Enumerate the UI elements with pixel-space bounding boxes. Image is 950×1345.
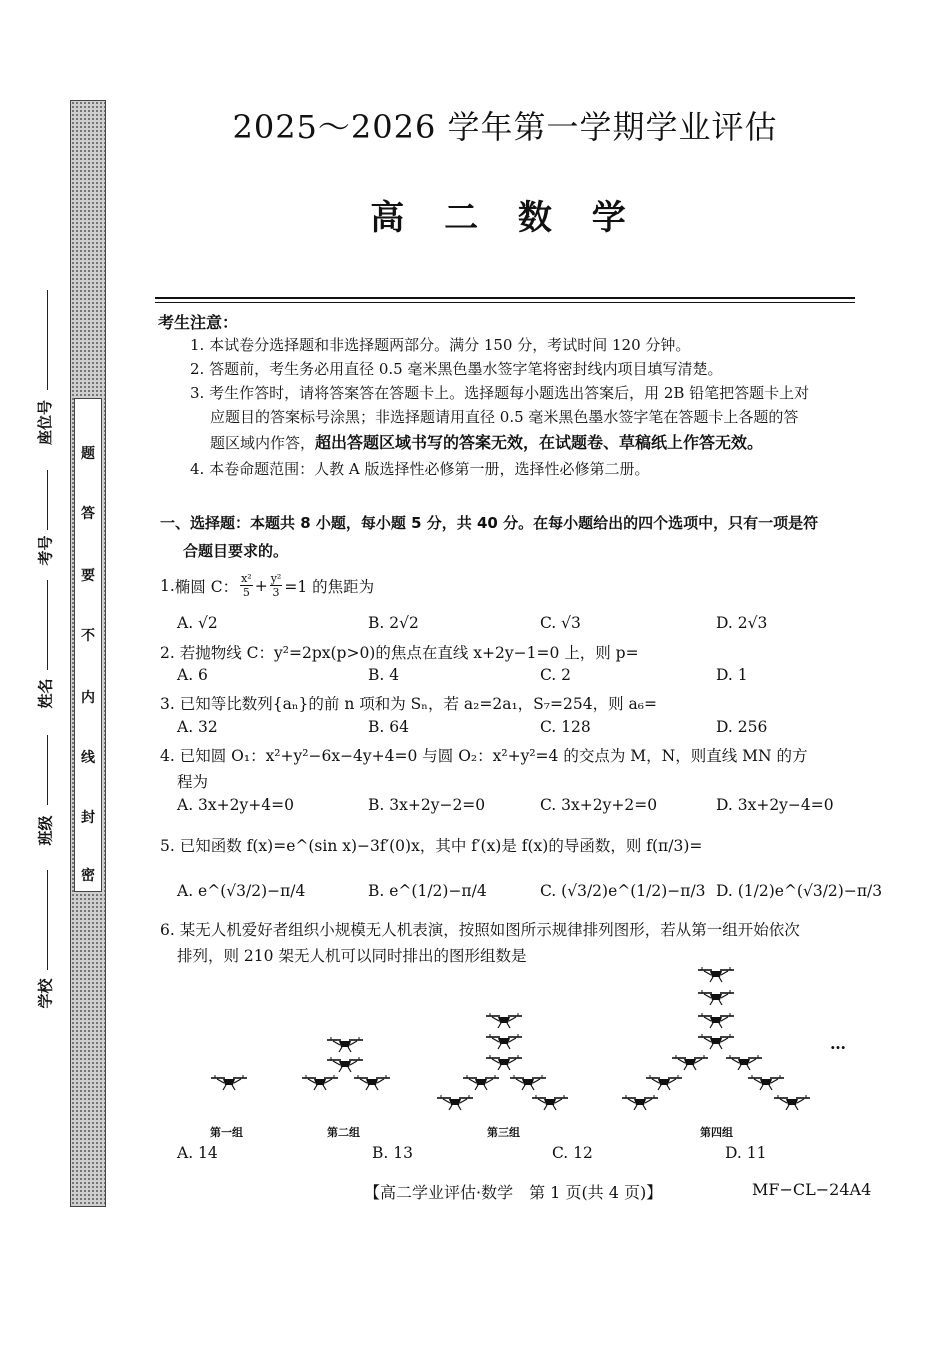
seal-char: 封 — [81, 810, 95, 826]
drone-icon — [354, 1075, 390, 1090]
option-d[interactable]: D. (1/2)e^(√3/2)−π/3 — [716, 882, 883, 900]
drone-icon — [486, 1034, 522, 1049]
option-c[interactable]: C. √3 — [540, 614, 581, 632]
notice-item: 题区域内作答， — [210, 434, 316, 452]
notice-item: 4. 本卷命题范围：人教 A 版选择性必修第一册，选择性必修第二册。 — [190, 460, 650, 478]
option-b[interactable]: B. 64 — [368, 718, 409, 736]
notice-item: 3. 考生作答时，请将答案答在答题卡上。选择题每小题选出答案后，用 2B 铅笔把答题卡上对 — [190, 384, 810, 402]
option-a[interactable]: A. 6 — [177, 666, 208, 684]
drone-icon — [622, 1095, 658, 1110]
seal-char: 线 — [81, 750, 95, 766]
page-footer: 【高二学业评估·数学 第 1 页(共 4 页)】 — [364, 1183, 663, 1202]
option-a[interactable]: A. 14 — [177, 1144, 218, 1162]
drone-icon — [302, 1075, 338, 1090]
exam-title: 2025～2026 学年第一学期学业评估 — [232, 108, 778, 146]
drone-icon — [510, 1075, 546, 1090]
option-a[interactable]: A. e^(√3/2)−π/4 — [177, 882, 306, 900]
notice-heading: 考生注意： — [158, 313, 239, 332]
notice-emphasis: 超出答题区域书写的答案无效，在试题卷、草稿纸上作答无效。 — [315, 433, 764, 452]
notice-item: 2. 答题前，考生务必用直径 0.5 毫米黑色墨水签字笔将密封线内项目填写清楚。 — [190, 360, 723, 378]
seal-char: 题 — [81, 446, 95, 462]
question-stem: =1 的焦距为 — [284, 577, 375, 596]
fraction-numerator: x² — [241, 572, 252, 585]
name-label: 姓名 — [36, 678, 55, 709]
fraction-numerator: y² — [270, 572, 282, 585]
notice-item: 应题目的答案标号涂黑；非选择题请用直径 0.5 毫米黑色墨水签字笔在答题卡上各题的答 — [210, 408, 799, 426]
drone-icon — [698, 967, 734, 982]
fraction-denominator: 3 — [272, 586, 280, 599]
option-c[interactable]: C. 3x+2y+2=0 — [540, 796, 658, 814]
group-label: 第四组 — [700, 1126, 733, 1139]
question-4-cont: 程为 — [177, 773, 209, 791]
option-b[interactable]: B. e^(1/2)−π/4 — [368, 882, 487, 900]
drone-icon — [726, 1055, 762, 1070]
drone-icon — [698, 1034, 734, 1049]
drone-icon — [698, 1013, 734, 1028]
drone-icon — [327, 1057, 363, 1072]
group-label: 第二组 — [327, 1126, 360, 1139]
option-b[interactable]: B. 3x+2y−2=0 — [368, 796, 486, 814]
seal-char: 答 — [81, 506, 95, 522]
paper-code: MF−CL−24A4 — [752, 1180, 872, 1199]
question-4: 4. 已知圆 O₁：x²+y²−6x−4y+4=0 与圆 O₂：x²+y²=4 的交点为 M，N，则直线 MN 的方 — [160, 747, 808, 765]
school-label: 学校 — [36, 978, 55, 1009]
drone-icon — [748, 1075, 784, 1090]
drone-icon — [532, 1095, 568, 1110]
question-number: 1. — [160, 576, 175, 595]
option-c[interactable]: C. 12 — [552, 1144, 593, 1162]
exam-number-label: 考号 — [36, 535, 55, 566]
drone-icon — [774, 1095, 810, 1110]
drone-icon — [486, 1055, 522, 1070]
group-label: 第三组 — [487, 1126, 520, 1139]
option-d[interactable]: D. 11 — [725, 1144, 767, 1162]
question-stem: 椭圆 C： — [174, 577, 239, 596]
section-heading: 一、选择题：本题共 8 小题，每小题 5 分，共 40 分。在每小题给出的四个选项中，只有一项是符 — [160, 514, 819, 532]
option-c[interactable]: C. 2 — [540, 666, 572, 684]
question-6: 6. 某无人机爱好者组织小规模无人机表演，按照如图所示规律排列图形，若从第一组开始依次 — [160, 921, 800, 939]
class-label: 班级 — [36, 815, 55, 846]
seal-char: 不 — [81, 628, 95, 644]
drone-icon — [672, 1055, 708, 1070]
drone-icon — [646, 1075, 682, 1090]
option-b[interactable]: B. 13 — [372, 1144, 413, 1162]
option-a[interactable]: A. 3x+2y+4=0 — [177, 796, 294, 814]
seal-char: 内 — [81, 690, 95, 706]
option-a[interactable]: A. √2 — [177, 614, 218, 632]
drone-icon — [486, 1013, 522, 1028]
option-d[interactable]: D. 2√3 — [716, 614, 768, 632]
drone-icon — [437, 1095, 473, 1110]
section-heading-cont: 合题目要求的。 — [183, 542, 289, 560]
seal-char: 要 — [81, 568, 95, 584]
drone-icon — [463, 1075, 499, 1090]
group-label: 第一组 — [210, 1126, 243, 1139]
seat-number-label: 座位号 — [36, 399, 55, 446]
fraction-denominator: 5 — [242, 586, 250, 599]
drone-icon — [327, 1037, 363, 1052]
option-d[interactable]: D. 3x+2y−4=0 — [716, 796, 834, 814]
option-a[interactable]: A. 32 — [177, 718, 218, 736]
ellipsis: … — [830, 1034, 846, 1053]
subject-title: 高 二 数 学 — [370, 198, 640, 238]
option-c[interactable]: C. 128 — [540, 718, 591, 736]
question-2: 2. 若抛物线 C：y²=2px(p>0)的焦点在直线 x+2y−1=0 上，则 p= — [160, 644, 639, 662]
option-d[interactable]: D. 256 — [716, 718, 768, 736]
seal-char: 密 — [81, 868, 95, 884]
option-d[interactable]: D. 1 — [716, 666, 748, 684]
option-b[interactable]: B. 4 — [368, 666, 400, 684]
option-b[interactable]: B. 2√2 — [368, 614, 419, 632]
drone-icon — [211, 1075, 247, 1090]
plus-sign: + — [254, 576, 268, 595]
question-3: 3. 已知等比数列{aₙ}的前 n 项和为 Sₙ，若 a₂=2a₁，S₇=254，则 a₆= — [160, 695, 657, 713]
notice-item: 1. 本试卷分选择题和非选择题两部分。满分 150 分，考试时间 120 分钟。 — [190, 336, 691, 354]
drone-icon — [698, 990, 734, 1005]
option-c[interactable]: C. (√3/2)e^(1/2)−π/3 — [540, 882, 706, 900]
question-6-cont: 排列，则 210 架无人机可以同时排出的图形组数是 — [177, 947, 527, 965]
question-5: 5. 已知函数 f(x)=e^(sin x)−3f′(0)x，其中 f′(x)是 f(x)的导函数，则 f(π/3)= — [160, 837, 703, 855]
